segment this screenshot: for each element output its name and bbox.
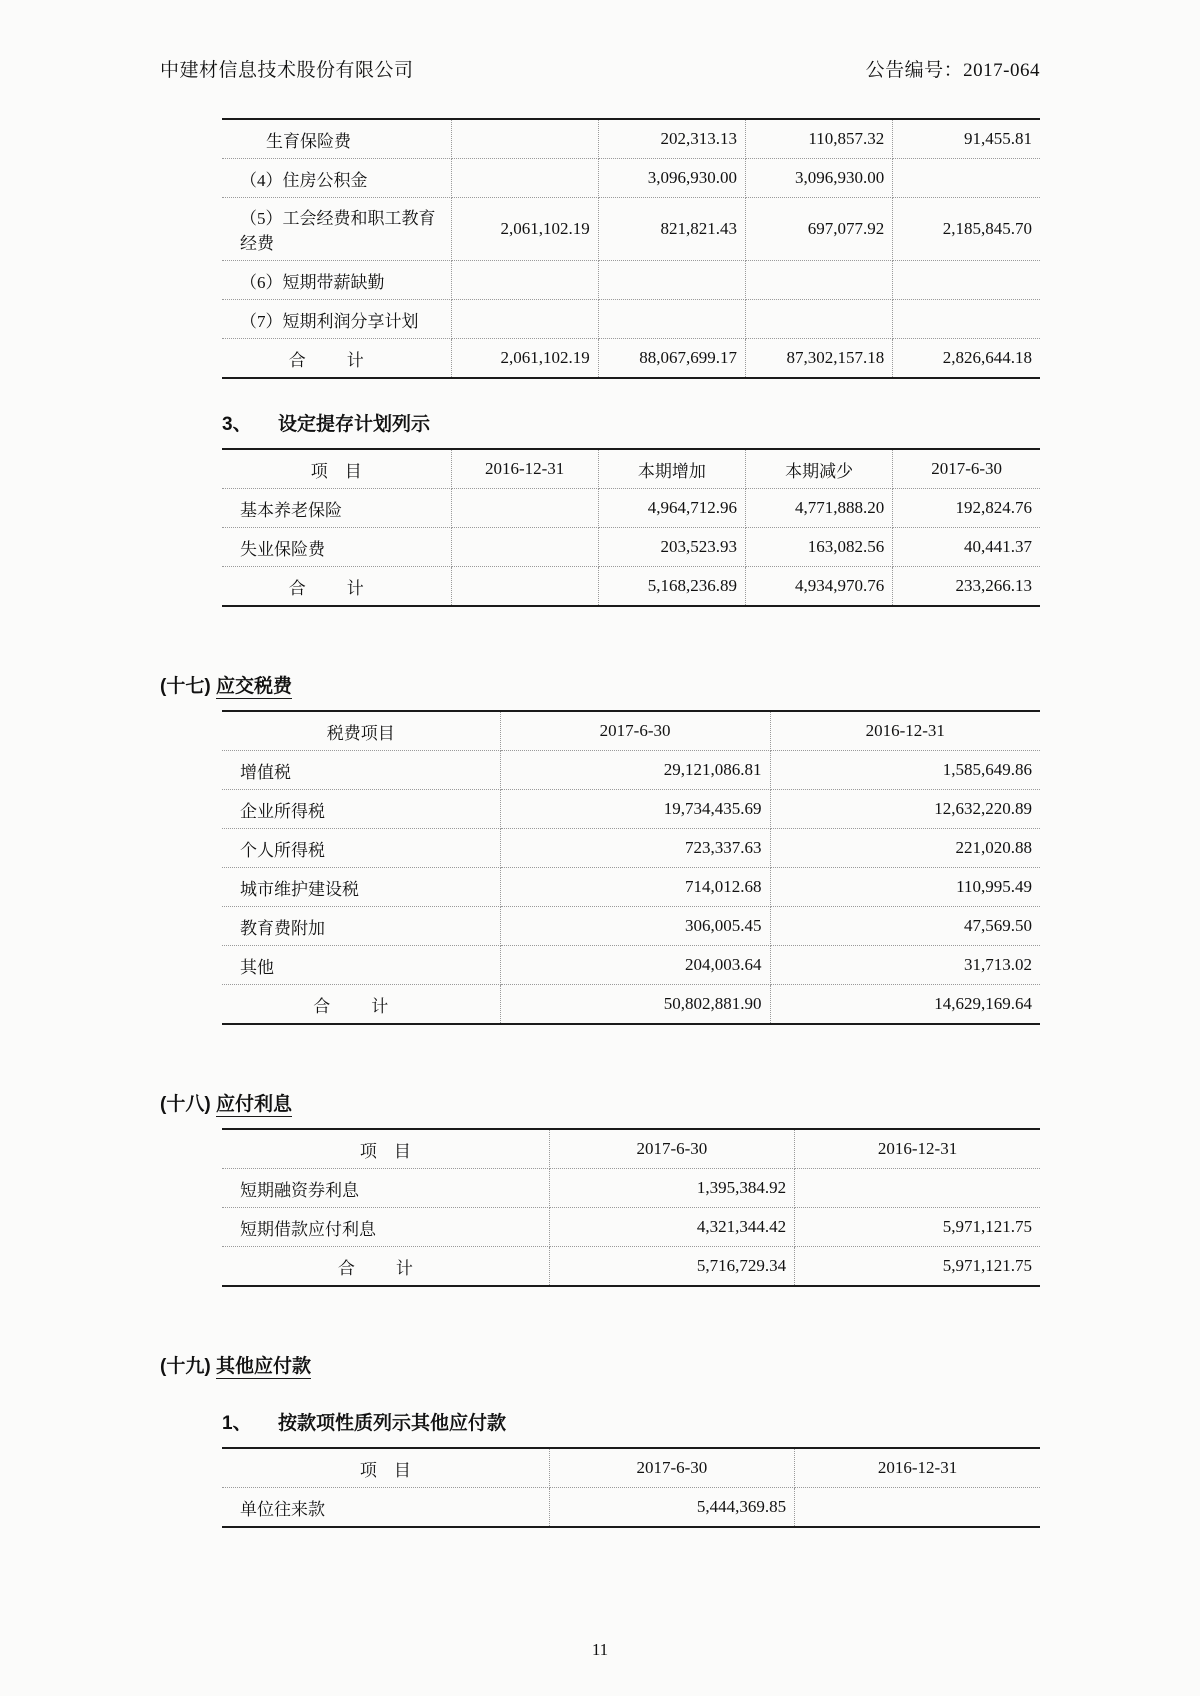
heading-text: 应付利息 [216, 1094, 293, 1115]
row-value: 821,821.43 [598, 198, 745, 261]
table-row [222, 198, 1040, 261]
heading-section-17 [160, 671, 1040, 698]
column-header: 项 目 [222, 450, 451, 489]
column-header: 2016-12-31 [770, 712, 1040, 751]
row-value: 110,995.49 [770, 868, 1040, 907]
table-row [222, 1208, 1040, 1247]
row-value: 221,020.88 [770, 829, 1040, 868]
row-value: 1,585,649.86 [770, 751, 1040, 790]
row-label: 企业所得税 [222, 790, 500, 829]
row-value: 3,096,930.00 [598, 159, 745, 198]
row-label: （7）短期利润分享计划 [222, 300, 451, 339]
total-value: 5,168,236.89 [598, 567, 745, 606]
table-total-row [222, 1247, 1040, 1286]
total-value: 5,716,729.34 [549, 1247, 794, 1286]
row-value: 47,569.50 [770, 907, 1040, 946]
column-header: 项 目 [222, 1130, 549, 1169]
notice-number: 公告编号：2017-064 [865, 60, 1040, 81]
table-row [222, 1169, 1040, 1208]
row-value: 2,185,845.70 [893, 198, 1040, 261]
heading-index: 3、 [222, 414, 252, 435]
row-label: 其他 [222, 946, 500, 985]
table-row [222, 868, 1040, 907]
table-row [222, 790, 1040, 829]
total-value: 2,826,644.18 [893, 339, 1040, 378]
row-value [893, 159, 1040, 198]
total-value: 50,802,881.90 [500, 985, 770, 1024]
row-value: 203,523.93 [598, 528, 745, 567]
row-value: 5,971,121.75 [795, 1208, 1040, 1247]
interest-payable-table [222, 1128, 1040, 1287]
table-row [222, 120, 1040, 159]
row-value: 110,857.32 [746, 120, 893, 159]
page-number: 11 [591, 1640, 609, 1659]
row-label: 生育保险费 [222, 120, 451, 159]
column-header: 2016-12-31 [451, 450, 598, 489]
row-value: 40,441.37 [893, 528, 1040, 567]
column-header: 2016-12-31 [795, 1130, 1040, 1169]
row-value: 4,964,712.96 [598, 489, 745, 528]
row-value [451, 261, 598, 300]
row-value: 12,632,220.89 [770, 790, 1040, 829]
row-value: 714,012.68 [500, 868, 770, 907]
total-value: 88,067,699.17 [598, 339, 745, 378]
total-label: 合 计 [222, 339, 451, 378]
heading-section-3 [222, 409, 1040, 436]
column-header: 2017-6-30 [500, 712, 770, 751]
row-label: 城市维护建设税 [222, 868, 500, 907]
heading-index: (十九) [160, 1356, 211, 1377]
heading-section-19-1 [222, 1408, 1040, 1435]
row-value: 1,395,384.92 [549, 1169, 794, 1208]
table-header-row [222, 1449, 1040, 1488]
table-row [222, 907, 1040, 946]
row-value: 5,444,369.85 [549, 1488, 794, 1527]
row-label: 基本养老保险 [222, 489, 451, 528]
heading-index: 1、 [222, 1413, 252, 1434]
row-value: 29,121,086.81 [500, 751, 770, 790]
row-value: 19,734,435.69 [500, 790, 770, 829]
total-label: 合 计 [222, 567, 451, 606]
heading-text: 按款项性质列示其他应付款 [278, 1413, 507, 1434]
row-value [795, 1169, 1040, 1208]
row-value [746, 300, 893, 339]
table-row [222, 300, 1040, 339]
total-label: 合 计 [222, 985, 500, 1024]
table-total-row [222, 985, 1040, 1024]
row-label: 增值税 [222, 751, 500, 790]
row-value: 306,005.45 [500, 907, 770, 946]
total-value [451, 567, 598, 606]
table-row [222, 528, 1040, 567]
total-label: 合 计 [222, 1247, 549, 1286]
row-value [746, 261, 893, 300]
row-value [451, 528, 598, 567]
employee-benefits-table [222, 118, 1040, 379]
row-value [893, 261, 1040, 300]
row-value: 4,771,888.20 [746, 489, 893, 528]
row-value: 192,824.76 [893, 489, 1040, 528]
column-header: 2016-12-31 [795, 1449, 1040, 1488]
column-header: 2017-6-30 [893, 450, 1040, 489]
company-name: 中建材信息技术股份有限公司 [160, 60, 414, 81]
row-value [451, 120, 598, 159]
defined-contribution-table [222, 448, 1040, 607]
column-header: 2017-6-30 [549, 1449, 794, 1488]
row-value [598, 261, 745, 300]
total-value: 4,934,970.76 [746, 567, 893, 606]
table-row [222, 829, 1040, 868]
row-value: 697,077.92 [746, 198, 893, 261]
table-row [222, 489, 1040, 528]
heading-text: 设定提存计划列示 [278, 414, 431, 435]
table-total-row [222, 567, 1040, 606]
row-label: 短期借款应付利息 [222, 1208, 549, 1247]
table-header-row [222, 450, 1040, 489]
taxes-payable-table [222, 710, 1040, 1025]
row-label: （5）工会经费和职工教育经费 [222, 198, 451, 261]
row-label: 失业保险费 [222, 528, 451, 567]
row-value: 91,455.81 [893, 120, 1040, 159]
total-value: 233,266.13 [893, 567, 1040, 606]
table-total-row [222, 339, 1040, 378]
row-label: 教育费附加 [222, 907, 500, 946]
table-row [222, 1488, 1040, 1527]
column-header: 2017-6-30 [549, 1130, 794, 1169]
column-header: 本期增加 [598, 450, 745, 489]
row-label: （4）住房公积金 [222, 159, 451, 198]
row-value [598, 300, 745, 339]
row-value: 31,713.02 [770, 946, 1040, 985]
total-value: 5,971,121.75 [795, 1247, 1040, 1286]
table-row [222, 751, 1040, 790]
row-label: （6）短期带薪缺勤 [222, 261, 451, 300]
row-value: 163,082.56 [746, 528, 893, 567]
table-row [222, 261, 1040, 300]
row-value [795, 1488, 1040, 1527]
row-value: 2,061,102.19 [451, 198, 598, 261]
row-value: 204,003.64 [500, 946, 770, 985]
row-value [451, 489, 598, 528]
heading-section-18 [160, 1089, 1040, 1116]
row-label: 个人所得税 [222, 829, 500, 868]
row-label: 单位往来款 [222, 1488, 549, 1527]
table-row [222, 946, 1040, 985]
row-value [451, 159, 598, 198]
total-value: 2,061,102.19 [451, 339, 598, 378]
page-header [160, 55, 1040, 82]
row-value: 202,313.13 [598, 120, 745, 159]
heading-index: (十八) [160, 1094, 211, 1115]
row-value [451, 300, 598, 339]
column-header: 项 目 [222, 1449, 549, 1488]
column-header: 本期减少 [746, 450, 893, 489]
row-label: 短期融资券利息 [222, 1169, 549, 1208]
row-value: 4,321,344.42 [549, 1208, 794, 1247]
heading-text: 其他应付款 [216, 1356, 312, 1377]
row-value: 3,096,930.00 [746, 159, 893, 198]
row-value: 723,337.63 [500, 829, 770, 868]
total-value: 14,629,169.64 [770, 985, 1040, 1024]
table-row [222, 159, 1040, 198]
table-header-row [222, 1130, 1040, 1169]
row-value [893, 300, 1040, 339]
column-header: 税费项目 [222, 712, 500, 751]
heading-text: 应交税费 [216, 676, 293, 697]
total-value: 87,302,157.18 [746, 339, 893, 378]
heading-section-19 [160, 1351, 1040, 1378]
heading-index: (十七) [160, 676, 211, 697]
other-payables-table [222, 1447, 1040, 1528]
table-header-row [222, 712, 1040, 751]
